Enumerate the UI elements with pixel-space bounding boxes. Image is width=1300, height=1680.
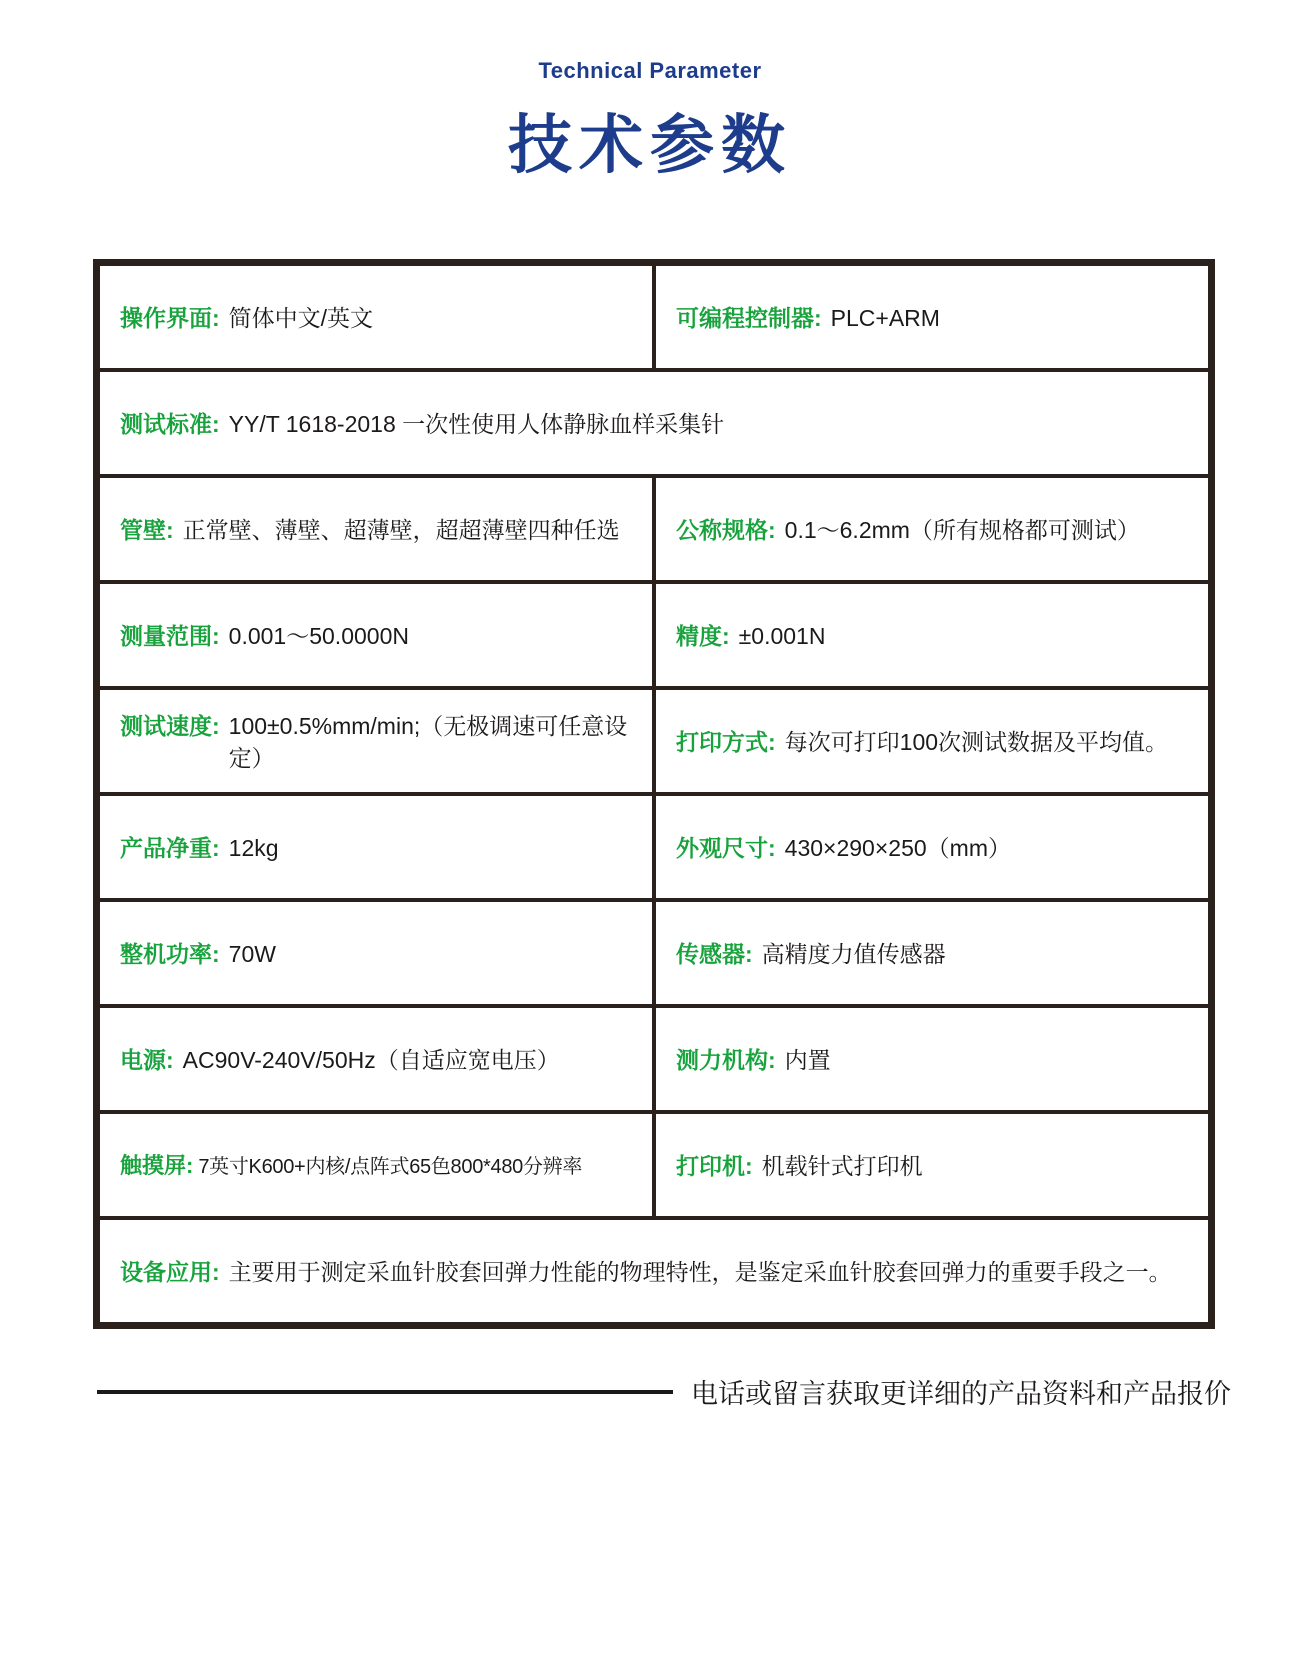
spec-value: 高精度力值传感器 — [761, 940, 946, 967]
spec-cell-dimensions — [652, 796, 1208, 898]
table-row — [100, 686, 1208, 792]
spec-label: 整机功率: — [120, 940, 220, 967]
table-row — [100, 898, 1208, 1004]
spec-cell-test-speed — [100, 690, 652, 792]
spec-cell-application — [100, 1220, 1208, 1322]
table-row — [100, 266, 1208, 368]
spec-label: 测量范围: — [120, 622, 220, 649]
spec-label: 可编程控制器: — [676, 304, 822, 331]
spec-value: 每次可打印100次测试数据及平均值。 — [784, 728, 1169, 755]
spec-value: PLC+ARM — [830, 304, 940, 331]
page-header — [0, 58, 1300, 186]
spec-value: 0.001～50.0000N — [228, 622, 409, 649]
table-row — [100, 474, 1208, 580]
spec-cell-force-mechanism — [652, 1008, 1208, 1110]
spec-cell-power-supply — [100, 1008, 652, 1110]
spec-label: 测试标准: — [120, 410, 220, 437]
spec-cell-programmable-controller — [652, 266, 1208, 368]
spec-label: 外观尺寸: — [676, 834, 776, 861]
spec-cell-touch-screen — [100, 1114, 652, 1216]
table-row — [100, 1004, 1208, 1110]
footer-note: 电话或留言获取更详细的产品资料和产品报价 — [691, 1379, 1231, 1409]
spec-value: ±0.001N — [738, 622, 826, 649]
spec-cell-tube-wall — [100, 478, 652, 580]
spec-label: 公称规格: — [676, 516, 776, 543]
spec-label: 产品净重: — [120, 834, 220, 861]
footer-divider-line — [97, 1390, 673, 1394]
spec-cell-total-power — [100, 902, 652, 1004]
spec-value: YY/T 1618-2018 一次性使用人体静脉血样采集针 — [228, 410, 725, 437]
page-title: 技术参数 — [508, 109, 792, 181]
table-row — [100, 792, 1208, 898]
spec-value: 7英寸K600+内核/点阵式65色800*480分辨率 — [198, 1156, 583, 1178]
spec-label: 触摸屏: — [120, 1153, 194, 1178]
spec-value: 430×290×250（mm） — [784, 834, 1011, 861]
spec-table — [93, 259, 1215, 1329]
spec-label: 设备应用: — [120, 1258, 220, 1285]
spec-cell-measure-range — [100, 584, 652, 686]
spec-cell-test-standard — [100, 372, 1208, 474]
spec-value: 12kg — [228, 834, 279, 861]
spec-cell-accuracy — [652, 584, 1208, 686]
spec-cell-operation-interface — [100, 266, 652, 368]
spec-cell-net-weight — [100, 796, 652, 898]
spec-value: 简体中文/英文 — [228, 304, 374, 331]
spec-cell-print-mode — [652, 690, 1208, 792]
spec-value: 正常壁、薄壁、超薄壁，超超薄壁四种任选 — [182, 516, 620, 543]
spec-value: AC90V-240V/50Hz（自适应宽电压） — [182, 1046, 560, 1073]
spec-label: 操作界面: — [120, 304, 220, 331]
spec-label: 管壁: — [120, 516, 174, 543]
spec-cell-nominal-spec — [652, 478, 1208, 580]
table-row — [100, 1216, 1208, 1322]
spec-label: 测力机构: — [676, 1046, 776, 1073]
spec-value: 70W — [228, 940, 276, 967]
spec-label: 精度: — [676, 622, 730, 649]
spec-label: 测试速度: — [120, 713, 220, 740]
spec-value: 100±0.5%mm/min;（无极调速可任意设定） — [228, 713, 628, 771]
spec-value: 0.1～6.2mm（所有规格都可测试） — [784, 516, 1140, 543]
spec-value: 机载针式打印机 — [761, 1152, 923, 1179]
spec-label: 电源: — [120, 1046, 174, 1073]
table-row — [100, 1110, 1208, 1216]
spec-cell-printer — [652, 1114, 1208, 1216]
table-row — [100, 368, 1208, 474]
spec-label: 传感器: — [676, 940, 753, 967]
footer — [97, 1372, 1231, 1411]
spec-label: 打印机: — [676, 1152, 753, 1179]
spec-cell-sensor — [652, 902, 1208, 1004]
spec-value: 主要用于测定采血针胶套回弹力性能的物理特性，是鉴定采血针胶套回弹力的重要手段之一。 — [228, 1258, 1172, 1285]
spec-value: 内置 — [784, 1046, 831, 1073]
table-row — [100, 580, 1208, 686]
subtitle-english: Technical Parameter — [538, 58, 762, 83]
spec-label: 打印方式: — [676, 728, 776, 755]
